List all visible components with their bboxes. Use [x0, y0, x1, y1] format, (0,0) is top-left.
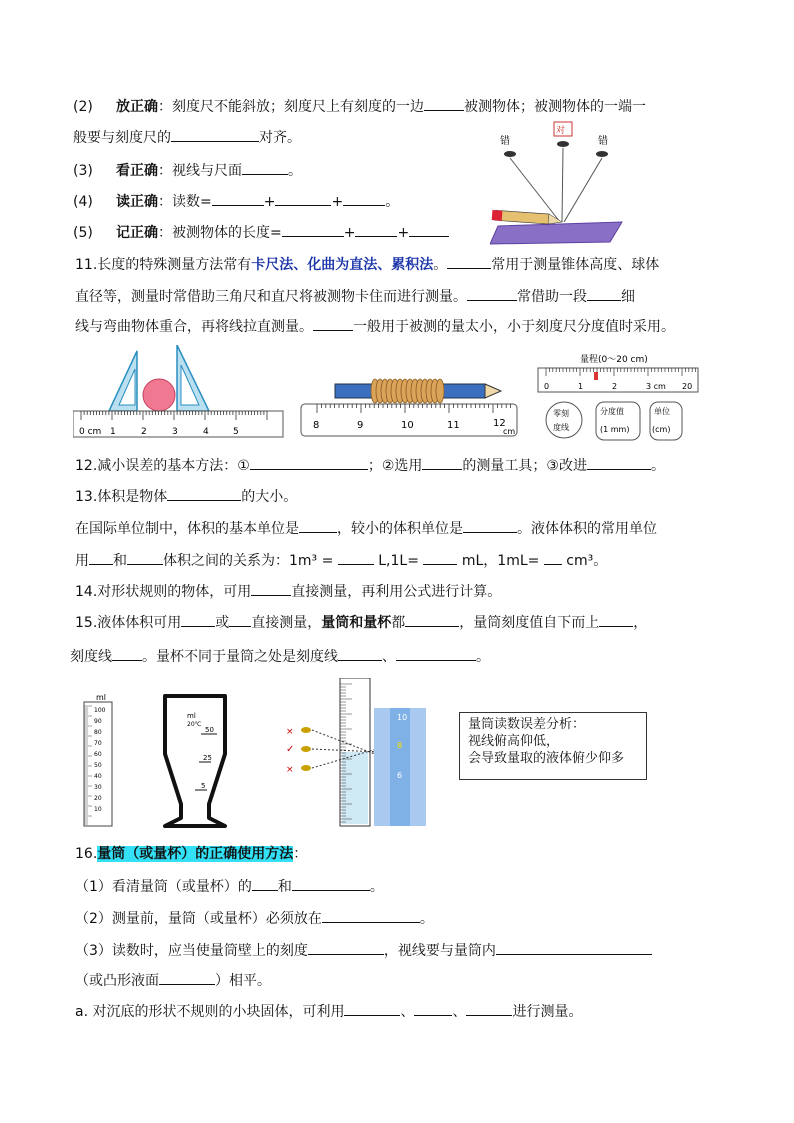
eye-icon	[504, 151, 516, 157]
blank[interactable]	[496, 940, 652, 955]
item-2: (2) 放正确：刻度尺不能斜放；刻度尺上有刻度的一边 被测物体；被测物体的一端一	[73, 96, 646, 117]
q13-line1: 13.体积是物体 的大小。	[75, 486, 297, 507]
blank[interactable]	[167, 486, 241, 501]
svg-text:50: 50	[94, 762, 102, 769]
eye-icon	[596, 151, 608, 157]
svg-text:量程(0～20 cm): 量程(0～20 cm)	[580, 355, 648, 365]
q16-heading: 16.量筒（或量杯）的正确使用方法：	[75, 846, 308, 862]
item-3: (3) 看正确：视线与尺面 。	[73, 160, 302, 181]
svg-text:0 cm: 0 cm	[79, 427, 102, 437]
svg-text:20: 20	[94, 795, 102, 802]
blank[interactable]	[467, 286, 517, 301]
svg-text:4: 4	[203, 427, 209, 437]
eye-icon	[301, 765, 311, 771]
svg-text:零刻: 零刻	[553, 409, 569, 418]
blank[interactable]	[229, 612, 251, 627]
svg-text:3 cm: 3 cm	[646, 382, 666, 391]
svg-text:3: 3	[172, 427, 178, 437]
svg-text:80: 80	[94, 729, 102, 736]
q11-line3: 线与弯曲物体重合，再将线拉直测量。 一般用于被测的量太小，小于刻度尺分度值时采用。	[75, 316, 675, 337]
item-5: (5) 记正确：被测物体的长度= + +	[73, 222, 449, 243]
q16-step3-cont: （或凸形液面 ）相平。	[75, 970, 271, 991]
blank[interactable]	[89, 550, 113, 565]
svg-text:单位: 单位	[654, 407, 670, 416]
blank[interactable]	[292, 876, 370, 891]
svg-text:度线: 度线	[553, 423, 569, 432]
blank[interactable]	[447, 254, 491, 269]
q15-line1: 15.液体体积可用 或 直接测量，量筒和量杯都 ，量筒刻度值自下而上 ，	[75, 612, 647, 633]
svg-text:1: 1	[578, 382, 584, 391]
svg-text:分度值: 分度值	[600, 407, 624, 416]
blank[interactable]	[405, 612, 459, 627]
pencil-shape	[495, 210, 550, 224]
blank[interactable]	[423, 550, 457, 565]
svg-text:5: 5	[201, 782, 206, 790]
svg-text:11: 11	[447, 420, 460, 431]
svg-text:10: 10	[94, 806, 102, 813]
q15-line2: 刻度线 。量杯不同于量筒之处是刻度线 、 。	[70, 646, 490, 667]
svg-text:5: 5	[233, 427, 239, 437]
blank[interactable]	[322, 908, 420, 923]
blank[interactable]	[242, 160, 288, 175]
blank[interactable]	[587, 455, 651, 470]
blank[interactable]	[587, 286, 621, 301]
blank[interactable]	[212, 191, 264, 206]
coil-pencil-figure	[297, 348, 523, 440]
ruler-shape	[490, 222, 622, 244]
svg-text:10: 10	[397, 713, 408, 722]
blank[interactable]	[424, 96, 464, 111]
svg-text:(1 mm): (1 mm)	[600, 425, 630, 434]
blank[interactable]	[171, 127, 259, 142]
ball-shape	[143, 379, 175, 411]
graduated-cylinder-figure	[82, 688, 116, 830]
item-4: (4) 读正确：读数= + + 。	[73, 191, 399, 212]
blank[interactable]	[313, 316, 353, 331]
q16-step2: （2）测量前，量筒（或量杯）必须放在 。	[75, 908, 434, 929]
triangle-ruler-figure	[73, 345, 287, 441]
blank[interactable]	[338, 550, 374, 565]
blank[interactable]	[159, 970, 215, 985]
blank[interactable]	[463, 518, 517, 533]
svg-text:20℃: 20℃	[187, 721, 202, 728]
blank[interactable]	[127, 550, 163, 565]
blank[interactable]	[275, 191, 331, 206]
q13-line3: 用 和 体积之间的关系为：1m³ = L,1L= mL，1mL= cm³。	[75, 550, 607, 571]
blank[interactable]	[338, 646, 382, 661]
blank[interactable]	[466, 1001, 512, 1016]
eye-icon	[557, 141, 569, 147]
q13-line2: 在国际单位制中，体积的基本单位是 ，较小的体积单位是 。液体体积的常用单位	[75, 518, 657, 539]
svg-text:2: 2	[612, 382, 618, 391]
svg-text:8: 8	[397, 741, 403, 750]
blank[interactable]	[599, 612, 633, 627]
blank[interactable]	[343, 191, 385, 206]
measuring-cup-figure	[155, 692, 235, 832]
wrong-label: 错	[500, 136, 510, 147]
blank[interactable]	[112, 646, 142, 661]
svg-text:20: 20	[682, 382, 693, 391]
right-label: 对	[556, 126, 566, 136]
range-ruler-figure	[536, 350, 702, 442]
blank[interactable]	[308, 940, 384, 955]
right-mark: ✓	[286, 744, 295, 755]
svg-text:0: 0	[544, 382, 550, 391]
q11-line2: 直径等，测量时常借助三角尺和直尺将被测物卡住而进行测量。 常借助一段 细	[75, 286, 635, 307]
svg-text:(cm): (cm)	[652, 425, 671, 434]
q16-step1: （1）看清量筒（或量杯）的 和 。	[75, 876, 384, 897]
blank[interactable]	[252, 876, 278, 891]
svg-text:8: 8	[313, 420, 320, 431]
blank[interactable]	[422, 455, 462, 470]
svg-text:40: 40	[94, 773, 102, 780]
svg-text:cm: cm	[503, 427, 516, 436]
svg-text:50: 50	[205, 726, 214, 734]
svg-text:2: 2	[141, 427, 147, 437]
wrong-mark: ×	[286, 765, 294, 775]
wrong-label: 错	[598, 136, 608, 147]
svg-text:25: 25	[203, 754, 212, 762]
reading-error-figure	[280, 678, 430, 830]
blank[interactable]	[299, 518, 337, 533]
q11-line1: 11.长度的特殊测量方法常有卡尺法、化曲为直法、累积法。 常用于测量锥体高度、球体	[75, 254, 659, 275]
svg-text:10: 10	[401, 420, 414, 431]
eye-icon	[301, 727, 311, 733]
blank[interactable]	[250, 455, 368, 470]
svg-text:6: 6	[397, 771, 403, 780]
q16-step-a: a. 对沉底的形状不规则的小块固体，可利用 、 、 进行测量。	[75, 1001, 582, 1022]
svg-text:60: 60	[94, 751, 102, 758]
eye-icon	[301, 746, 311, 752]
svg-text:1: 1	[110, 427, 116, 437]
svg-text:9: 9	[357, 420, 364, 431]
svg-text:12: 12	[493, 418, 506, 429]
q14: 14.对形状规则的物体，可用 直接测量，再利用公式进行计算。	[75, 581, 501, 602]
blank[interactable]	[282, 222, 344, 237]
svg-text:ml: ml	[187, 712, 196, 720]
q16-step3: （3）读数时，应当使量筒壁上的刻度 ，视线要与量筒内	[75, 940, 652, 961]
blank[interactable]	[409, 222, 449, 237]
item-2-cont: 般要与刻度尺的 对齐。	[73, 127, 301, 148]
blank[interactable]	[355, 222, 397, 237]
blank[interactable]	[251, 581, 291, 596]
blank[interactable]	[544, 550, 562, 565]
blank[interactable]	[414, 1001, 452, 1016]
reading-angle-figure	[490, 118, 630, 246]
reading-error-note: 量筒读数误差分析： 视线俯高仰低， 会导致量取的液体俯少仰多	[459, 712, 647, 780]
svg-text:90: 90	[94, 718, 102, 725]
svg-text:ml: ml	[96, 693, 107, 702]
svg-text:30: 30	[94, 784, 102, 791]
blank[interactable]	[344, 1001, 400, 1016]
blank[interactable]	[181, 612, 215, 627]
svg-text:70: 70	[94, 740, 102, 747]
q12: 12.减小误差的基本方法：① ；②选用 的测量工具；③改进 。	[75, 455, 665, 476]
wrong-mark: ×	[286, 727, 294, 737]
blank[interactable]	[396, 646, 476, 661]
svg-text:100: 100	[94, 707, 106, 714]
